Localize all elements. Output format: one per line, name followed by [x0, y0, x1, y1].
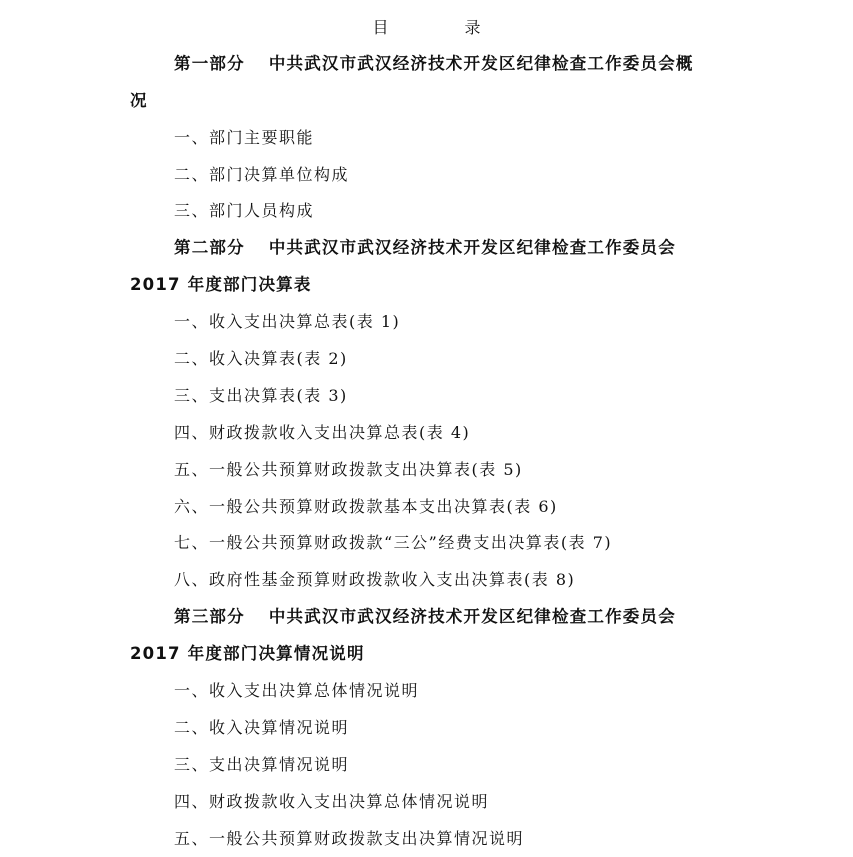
toc-item: 三、部门人员构成: [174, 201, 315, 220]
toc-title: 目 录: [372, 18, 511, 37]
part3-title-line1: 中共武汉市武汉经济技术开发区纪律检查工作委员会: [268, 607, 676, 626]
part1-heading: [174, 54, 694, 74]
toc-item: 一、收入支出决算总体情况说明: [174, 681, 420, 700]
toc-item: 六、一般公共预算财政拨款基本支出决算表(表 6): [174, 497, 558, 516]
toc-item: 八、政府性基金预算财政拨款收入支出决算表(表 8): [174, 570, 576, 589]
toc-item: 二、收入决算情况说明: [174, 718, 350, 737]
part2-title-line1: 中共武汉市武汉经济技术开发区纪律检查工作委员会: [268, 238, 676, 257]
part2-title-line2: 2017 年度部门决算表: [130, 275, 312, 294]
toc-item: 五、一般公共预算财政拨款支出决算情况说明: [174, 829, 525, 848]
part1-title-line1: 中共武汉市武汉经济技术开发区纪律检查工作委员会概: [268, 54, 694, 73]
toc-item: 二、部门决算单位构成: [174, 165, 350, 184]
part1-title-line2: 况: [130, 91, 148, 110]
part2-heading: [174, 238, 676, 258]
toc-item: 二、收入决算表(表 2): [174, 349, 348, 368]
toc-item: 四、财政拨款收入支出决算总表(表 4): [174, 423, 471, 442]
part1-label: 第一部分: [174, 54, 245, 73]
part3-heading: [174, 607, 676, 627]
part3-title-line2: 2017 年度部门决算情况说明: [130, 644, 365, 663]
toc-item: 一、收入支出决算总表(表 1): [174, 312, 401, 331]
toc-item: 四、财政拨款收入支出决算总体情况说明: [174, 792, 490, 811]
toc-item: 一、部门主要职能: [174, 128, 315, 147]
toc-item: 三、支出决算情况说明: [174, 755, 350, 774]
part3-label: 第三部分: [174, 607, 245, 626]
toc-item: 五、一般公共预算财政拨款支出决算表(表 5): [174, 460, 523, 479]
toc-item: 七、一般公共预算财政拨款“三公”经费支出决算表(表 7): [174, 533, 613, 552]
toc-item: 三、支出决算表(表 3): [174, 386, 348, 405]
part2-label: 第二部分: [174, 238, 245, 257]
